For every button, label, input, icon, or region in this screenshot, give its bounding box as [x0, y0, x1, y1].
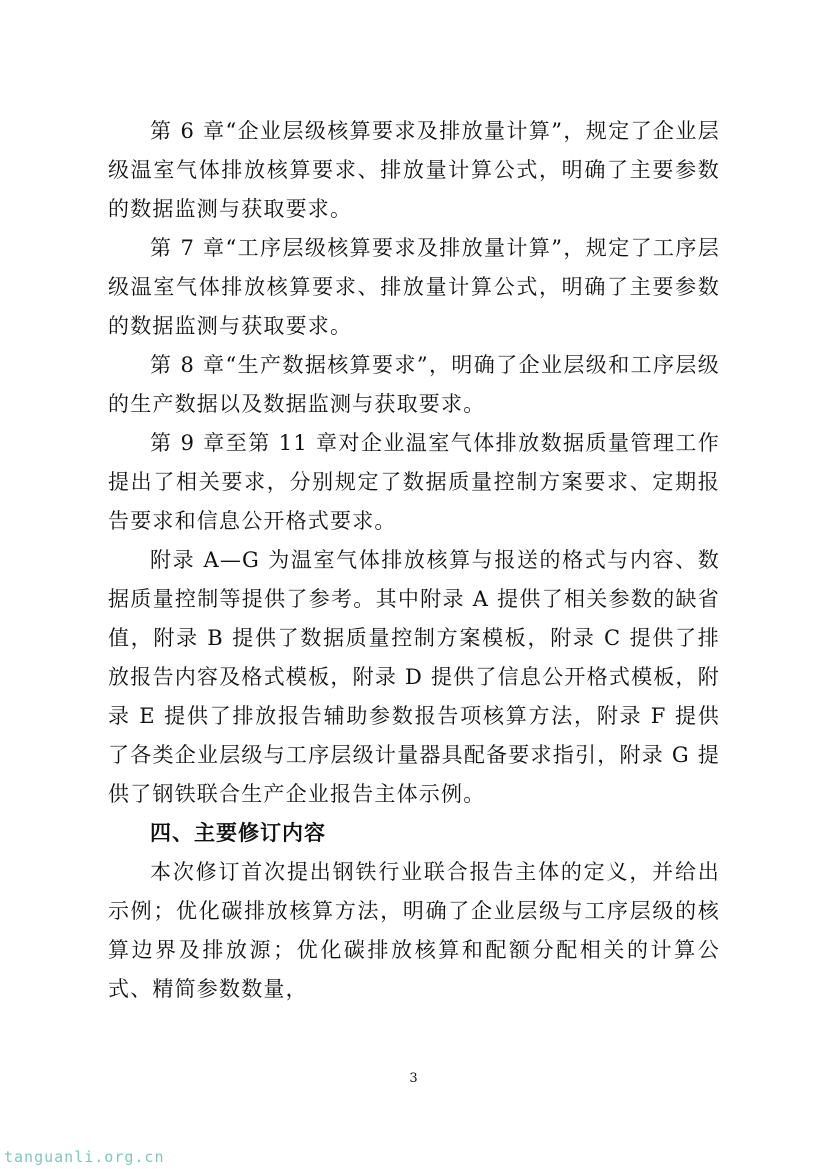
- page-body: [108, 112, 720, 1009]
- paragraph-appendix: 附录 A—G 为温室气体排放核算与报送的格式与内容、数据质量控制等提供了参考。其中附录 A 提供了相关参数的缺省值，附录 B 提供了数据质量控制方案模板，附录 C 提供了排放报告内容及格式模板，附录 D 提供了信息公开格式模板，附录 E 提供了排放报告辅助参数报告项核算方法，附录 F 提供了各类企业层级与工序层级计量器具配备要求指引，附录 G 提供了钢铁联合生产企业报告主体示例。: [108, 548, 720, 806]
- paragraph-chapter-6: 第 6 章“企业层级核算要求及排放量计算”，规定了企业层级温室气体排放核算要求、排放量计算公式，明确了主要参数的数据监测与获取要求。: [108, 119, 720, 221]
- watermark-text: tanguanli.org.cn: [4, 1148, 165, 1166]
- paragraph-chapter-7: 第 7 章“工序层级核算要求及排放量计算”，规定了工序层级温室气体排放核算要求、排放量计算公式，明确了主要参数的数据监测与获取要求。: [108, 236, 720, 338]
- paragraph-revision: 本次修订首次提出钢铁行业联合报告主体的定义，并给出示例；优化碳排放核算方法，明确了企业层级与工序层级的核算边界及排放源；优化碳排放核算和配额分配相关的计算公式、精简参数数量，: [108, 860, 720, 1001]
- paragraph-chapter-9-11: 第 9 章至第 11 章对企业温室气体排放数据质量管理工作提出了相关要求，分别规定了数据质量控制方案要求、定期报告要求和信息公开格式要求。: [108, 431, 720, 533]
- section-heading: 四、主要修订内容: [150, 821, 326, 845]
- paragraph-chapter-8: 第 8 章“生产数据核算要求”，明确了企业层级和工序层级的生产数据以及数据监测与获取要求。: [108, 353, 720, 416]
- page-number: 3: [409, 1071, 418, 1086]
